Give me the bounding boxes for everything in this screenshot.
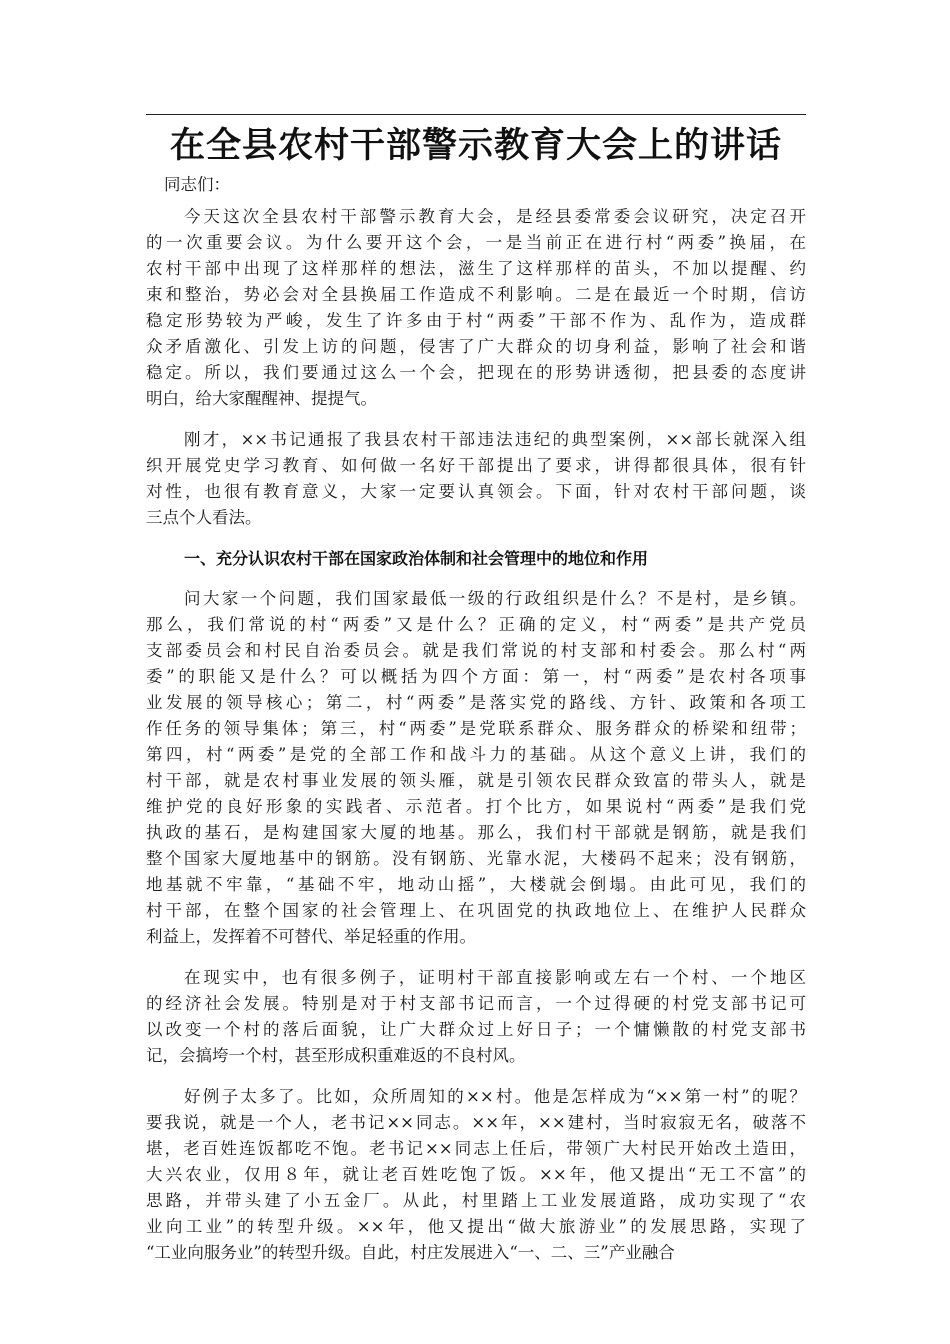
paragraph-line: 束和整治，势必会对全县换届工作造成不利影响。二是在最近一个时期，信访	[146, 285, 806, 304]
paragraph-line: 委”的职能又是什么？可以概括为四个方面：第一，村“两委”是农村各项事	[146, 667, 806, 686]
paragraph-line: 记，会搞垮一个村，甚至形成积重难返的不良村风。	[146, 1046, 526, 1065]
section-heading-1: 一、充分认识农村干部在国家政治体制和社会管理中的地位和作用	[184, 549, 649, 568]
paragraph-line: 稳定形势较为严峻，发生了许多由于村“两委”干部不作为、乱作为，造成群	[146, 311, 806, 330]
paragraph	[146, 586, 806, 950]
paragraph-line: 业向工业”的转型升级。××年，他又提出“做大旅游业”的发展思路，实现了	[146, 1217, 806, 1236]
paragraph-line: 要我说，就是一个人，老书记××同志。××年，××建村，当时寂寂无名，破落不	[146, 1113, 806, 1132]
paragraph-line: 村干部，在整个国家的社会管理上、在巩固党的执政地位上、在维护人民群众	[146, 901, 806, 920]
paragraph-line: 作任务的领导集体；第三，村“两委”是党联系群众、服务群众的桥梁和纽带；	[146, 719, 806, 738]
paragraph	[146, 427, 806, 531]
paragraph-line: 稳定。所以，我们要通过这么一个会，把现在的形势讲透彻，把县委的态度讲	[146, 363, 806, 382]
paragraph-line: 执政的基石，是构建国家大厦的地基。那么，我们村干部就是钢筋，就是我们	[146, 823, 806, 842]
paragraph-line: 维护党的良好形象的实践者、示范者。打个比方，如果说村“两委”是我们党	[146, 797, 806, 816]
header-rule	[146, 114, 806, 115]
paragraph-line: 思路，并带头建了小五金厂。从此，村里踏上工业发展道路，成功实现了“农	[146, 1191, 806, 1210]
paragraph-line: 刚才，××书记通报了我县农村干部违法违纪的典型案例，××部长就深入组	[184, 430, 806, 449]
intro-section	[146, 204, 806, 531]
paragraph-line: 的一次重要会议。为什么要开这个会，一是当前正在进行村“两委”换届，在	[146, 233, 806, 252]
paragraph-line: 业发展的领导核心；第二，村“两委”是落实党的路线、方针、政策和各项工	[146, 693, 806, 712]
paragraph-line: 的经济社会发展。特别是对于村支部书记而言，一个过得硬的村党支部书记可	[146, 994, 806, 1013]
paragraph-line: 那么，我们常说的村“两委”又是什么？正确的定义，村“两委”是共产党员	[146, 615, 806, 634]
salutation: 同志们：	[164, 175, 230, 194]
paragraph-line: 整个国家大厦地基中的钢筋。没有钢筋、光靠水泥，大楼码不起来；没有钢筋，	[146, 849, 806, 868]
paragraph-line: 大兴农业，仅用８年，就让老百姓吃饱了饭。××年，他又提出“无工不富”的	[146, 1165, 806, 1184]
section-1-body	[146, 586, 806, 1266]
paragraph-line: 农村干部中出现了这样那样的想法，滋生了这样那样的苗头，不加以提醒、约	[146, 259, 806, 278]
paragraph-line: 以改变一个村的落后面貌，让广大群众过上好日子；一个慵懒散的村党支部书	[146, 1020, 806, 1039]
document-title: 在全县农村干部警示教育大会上的讲话	[169, 125, 782, 166]
document-body	[146, 204, 806, 1281]
paragraph-line: 织开展党史学习教育、如何做一名好干部提出了要求，讲得都很具体，很有针	[146, 456, 806, 475]
paragraph-line: 村干部，就是农村事业发展的领头雁，就是引领农民群众致富的带头人，就是	[146, 771, 806, 790]
paragraph-line: 第四，村“两委”是党的全部工作和战斗力的基础。从这个意义上讲，我们的	[146, 745, 806, 764]
paragraph	[146, 965, 806, 1069]
paragraph-line: 支部委员会和村民自治委员会。就是我们常说的村支部和村委会。那么村“两	[146, 641, 806, 660]
paragraph-line: 地基就不牢靠，“基础不牢，地动山摇”，大楼就会倒塌。由此可见，我们的	[146, 875, 806, 894]
paragraph-line: 在现实中，也有很多例子，证明村干部直接影响或左右一个村、一个地区	[184, 968, 806, 987]
paragraph-line: 对性，也很有教育意义，大家一定要认真领会。下面，针对农村干部问题，谈	[146, 482, 806, 501]
paragraph-line: “工业向服务业”的转型升级。自此，村庄发展进入“一、二、三”产业融合	[146, 1243, 675, 1262]
paragraph-line: 今天这次全县农村干部警示教育大会，是经县委常委会议研究，决定召开	[184, 207, 806, 226]
paragraph	[146, 1084, 806, 1266]
paragraph-line: 堪，老百姓连饭都吃不饱。老书记××同志上任后，带领广大村民开始改土造田，	[146, 1139, 806, 1158]
paragraph-line: 三点个人看法。	[146, 508, 262, 527]
paragraph-line: 好例子太多了。比如，众所周知的××村。他是怎样成为“××第一村”的呢？	[184, 1087, 806, 1106]
paragraph-line: 问大家一个问题，我们国家最低一级的行政组织是什么？不是村，是乡镇。	[184, 589, 806, 608]
paragraph-line: 众矛盾激化、引发上访的问题，侵害了广大群众的切身利益，影响了社会和谐	[146, 337, 806, 356]
paragraph-line: 明白，给大家醒醒神、提提气。	[146, 389, 377, 408]
paragraph-line: 利益上，发挥着不可替代、举足轻重的作用。	[146, 927, 476, 946]
paragraph	[146, 204, 806, 412]
